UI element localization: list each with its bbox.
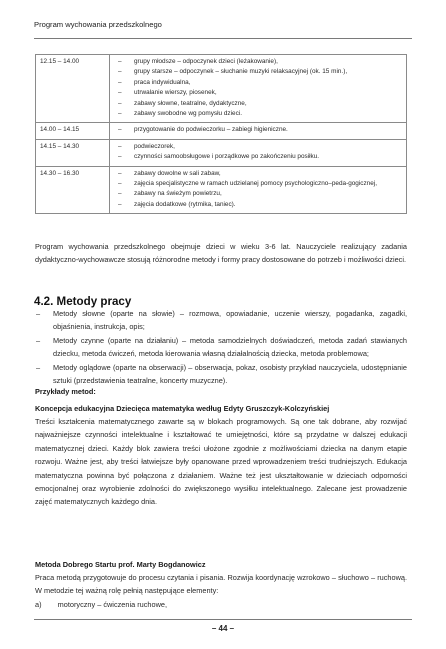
method2-description: Praca metodą przygotowuje do procesu czytania i pisania. Rozwija koordynację wzrokowo – słuchowo – ruchową. W metodzie tej ważną rolę pełnią następujące elementy: bbox=[35, 573, 407, 596]
daily-schedule-table bbox=[35, 54, 407, 214]
section-heading: 4.2. Metody pracy bbox=[34, 295, 132, 308]
schedule-activity: – grupy młodsze – odpoczynek dzieci (leżakowanie), bbox=[114, 57, 402, 67]
examples-heading: Przykłady metod: bbox=[35, 387, 96, 396]
method2-item-text: motoryczny – ćwiczenia ruchowe, bbox=[57, 600, 168, 609]
method2-title: Metoda Dobrego Startu prof. Marty Bogdanowicz bbox=[35, 560, 206, 569]
methods-list bbox=[35, 307, 407, 387]
schedule-activity: – zajęcia specjalistyczne w ramach udzielanej pomocy psychologiczno–peda-gogicznej, bbox=[114, 179, 402, 189]
method-item-verbal: – Metody słowne (oparte na słowie) – rozmowa, opowiadanie, uczenie wierszy, pogadanka, zagadki, objaśnienia, instrukcja, opis; bbox=[35, 307, 407, 334]
footer-divider bbox=[34, 619, 412, 620]
schedule-time: 14.00 – 14.15 bbox=[36, 123, 110, 139]
method-item-visual: – Metody oglądowe (oparte na obserwacji) – obserwacja, pokaz, osobisty przykład nauczyciela, udostępnianie sztuki (przedstawienia teatralne, koncerty muzyczne). bbox=[35, 361, 407, 388]
header-divider bbox=[34, 38, 412, 39]
schedule-activity: – praca indywidualna, bbox=[114, 78, 402, 88]
method-item-active: – Metody czynne (oparte na działaniu) – metoda samodzielnych doświadczeń, metoda zadań stawianych dziecku, metoda ćwiczeń, metoda kierowania własną działalnością dziecka, metoda problemowa; bbox=[35, 334, 407, 361]
method1-title: Koncepcja edukacyjna Dziecięca matematyka według Edyty Gruszczyk-Kolczyńskiej bbox=[35, 404, 330, 413]
schedule-activities bbox=[110, 55, 407, 123]
running-header: Program wychowania przedszkolnego bbox=[34, 20, 162, 29]
schedule-activity: – zajęcia dodatkowe (rytmika, taniec). bbox=[114, 200, 402, 210]
page-number: – 44 – bbox=[211, 624, 235, 633]
schedule-activity: – utrwalanie wierszy, piosenek, bbox=[114, 88, 402, 98]
schedule-row bbox=[36, 139, 407, 166]
schedule-activity: – zabawy swobodne wg pomysłu dzieci. bbox=[114, 109, 402, 119]
schedule-activity: – czynności samoobsługowe i porządkowe po zakończeniu posiłku. bbox=[114, 152, 402, 162]
schedule-activities bbox=[110, 166, 407, 214]
schedule-activity: – zabawy słowne, teatralne, dydaktyczne, bbox=[114, 99, 402, 109]
schedule-activity: – przygotowanie do podwieczorku – zabiegi higieniczne. bbox=[114, 125, 402, 135]
method2-item-marker: a) bbox=[35, 600, 42, 609]
schedule-activity: – grupy starsze – odpoczynek – słuchanie muzyki relaksacyjnej (ok. 15 min.), bbox=[114, 67, 402, 77]
schedule-activity: – zabawy na świeżym powietrzu, bbox=[114, 189, 402, 199]
schedule-row bbox=[36, 166, 407, 214]
schedule-time: 12.15 – 14.00 bbox=[36, 55, 110, 123]
schedule-time: 14.30 – 16.30 bbox=[36, 166, 110, 214]
schedule-row bbox=[36, 55, 407, 123]
schedule-activity: – zabawy dowolne w sali zabaw, bbox=[114, 169, 402, 179]
method1-description: Treści kształcenia matematycznego zawarte są w blokach programowych. Są one tak dobrane, aby rozwijać najważniejsze czynności intelektualne i kształtować te umiejętności, które są przydatne w dalszej edukacji matematycznej dzieci. Każdy blok zawiera treści ułożone zgodnie z możliwościami dziecka na danym etapie rozwoju. Ważne jest, aby treści łatwiejsze były opanowane przed wprowadzeniem treści trudniejszych. Edukacja matematyczna powinna być połączona z działaniem. Ważne też jest ukształtowanie w dzieciach odporności emocjonalnej oraz wyrobienie zdolności do zwiększonego wysiłku intelektualnego. Zalecane jest prowadzenie zajęć matematycznych każdego dnia. bbox=[35, 417, 407, 507]
schedule-time: 14.15 – 14.30 bbox=[36, 139, 110, 166]
schedule-activities bbox=[110, 123, 407, 139]
intro-paragraph: Program wychowania przedszkolnego obejmuje dzieci w wieku 3-6 lat. Nauczyciele realizujący zadania dydaktyczno-wychowawcze stosują różnorodne metody i formy pracy dostosowane do potrzeb i możliwości dzieci. bbox=[35, 242, 407, 265]
schedule-activities bbox=[110, 139, 407, 166]
method2-item bbox=[35, 598, 407, 611]
schedule-row bbox=[36, 123, 407, 139]
schedule-activity: – podwieczorek, bbox=[114, 142, 402, 152]
